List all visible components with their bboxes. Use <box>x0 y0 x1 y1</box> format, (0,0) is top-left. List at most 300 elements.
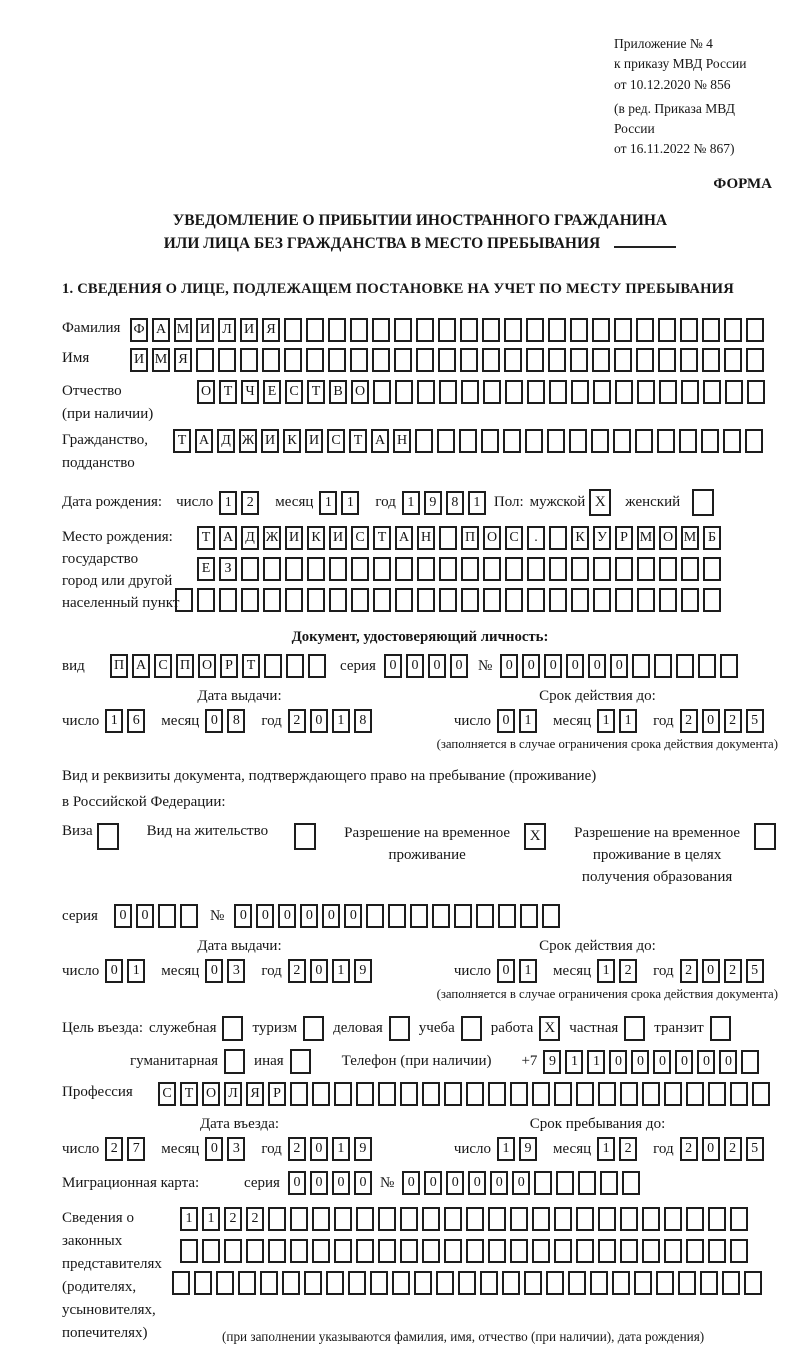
char-cell[interactable] <box>703 588 721 612</box>
char-cell[interactable] <box>350 348 368 372</box>
char-cell[interactable]: 0 <box>322 904 340 928</box>
char-cell[interactable]: 1 <box>332 709 350 733</box>
char-cell[interactable] <box>510 1207 528 1231</box>
char-cell[interactable]: 2 <box>724 959 742 983</box>
char-cell[interactable] <box>593 380 611 404</box>
char-cell[interactable] <box>615 588 633 612</box>
char-cell[interactable]: 0 <box>702 959 720 983</box>
char-cell[interactable] <box>438 348 456 372</box>
char-cell[interactable]: 2 <box>288 709 306 733</box>
char-cell[interactable] <box>679 429 697 453</box>
char-cell[interactable]: 0 <box>344 904 362 928</box>
char-cell[interactable]: И <box>196 318 214 342</box>
char-cell[interactable] <box>724 318 742 342</box>
char-cell[interactable] <box>488 1082 506 1106</box>
char-cell[interactable]: 2 <box>680 1137 698 1161</box>
char-cell[interactable] <box>747 380 765 404</box>
char-cell[interactable] <box>416 348 434 372</box>
char-cell[interactable]: Ж <box>239 429 257 453</box>
char-cell[interactable] <box>634 1271 652 1295</box>
char-cell[interactable] <box>686 1239 704 1263</box>
char-cell[interactable] <box>658 348 676 372</box>
char-cell[interactable] <box>307 557 325 581</box>
gender-male-checkbox[interactable]: X <box>589 489 611 516</box>
char-cell[interactable] <box>520 904 538 928</box>
char-cell[interactable]: А <box>132 654 150 678</box>
char-cell[interactable]: И <box>285 526 303 550</box>
char-cell[interactable]: 0 <box>288 1171 306 1195</box>
char-cell[interactable] <box>482 348 500 372</box>
char-cell[interactable] <box>620 1239 638 1263</box>
char-cell[interactable] <box>615 380 633 404</box>
char-cell[interactable]: 0 <box>500 654 518 678</box>
char-cell[interactable]: Е <box>197 557 215 581</box>
char-cell[interactable] <box>373 557 391 581</box>
char-cell[interactable] <box>197 588 215 612</box>
char-cell[interactable] <box>373 588 391 612</box>
char-cell[interactable]: 2 <box>105 1137 123 1161</box>
char-cell[interactable] <box>570 318 588 342</box>
char-cell[interactable] <box>532 1239 550 1263</box>
char-cell[interactable]: Т <box>180 1082 198 1106</box>
char-cell[interactable] <box>504 318 522 342</box>
char-cell[interactable]: 1 <box>105 709 123 733</box>
char-cell[interactable]: А <box>219 526 237 550</box>
char-cell[interactable] <box>400 1207 418 1231</box>
char-cell[interactable]: 0 <box>384 654 402 678</box>
char-cell[interactable] <box>527 557 545 581</box>
char-cell[interactable]: Р <box>615 526 633 550</box>
char-cell[interactable] <box>548 348 566 372</box>
char-cell[interactable]: 0 <box>234 904 252 928</box>
char-cell[interactable]: 9 <box>519 1137 537 1161</box>
char-cell[interactable] <box>216 1271 234 1295</box>
char-cell[interactable]: О <box>202 1082 220 1106</box>
char-cell[interactable]: М <box>174 318 192 342</box>
char-cell[interactable] <box>240 348 258 372</box>
char-cell[interactable] <box>592 348 610 372</box>
char-cell[interactable]: Н <box>417 526 435 550</box>
char-cell[interactable] <box>460 348 478 372</box>
char-cell[interactable]: 0 <box>609 1050 627 1074</box>
char-cell[interactable]: Д <box>241 526 259 550</box>
char-cell[interactable]: С <box>327 429 345 453</box>
char-cell[interactable]: 0 <box>205 1137 223 1161</box>
char-cell[interactable] <box>700 1271 718 1295</box>
char-cell[interactable] <box>351 557 369 581</box>
char-cell[interactable] <box>370 1271 388 1295</box>
char-cell[interactable]: Н <box>393 429 411 453</box>
char-cell[interactable] <box>527 588 545 612</box>
char-cell[interactable]: М <box>681 526 699 550</box>
char-cell[interactable]: 0 <box>354 1171 372 1195</box>
char-cell[interactable]: С <box>154 654 172 678</box>
residence-permit-checkbox[interactable] <box>294 823 316 850</box>
char-cell[interactable] <box>334 1207 352 1231</box>
char-cell[interactable] <box>681 588 699 612</box>
char-cell[interactable]: О <box>351 380 369 404</box>
char-cell[interactable]: 0 <box>310 1137 328 1161</box>
char-cell[interactable] <box>350 318 368 342</box>
char-cell[interactable]: 0 <box>310 1171 328 1195</box>
char-cell[interactable] <box>525 429 543 453</box>
char-cell[interactable] <box>658 318 676 342</box>
char-cell[interactable] <box>502 1271 520 1295</box>
char-cell[interactable]: Т <box>197 526 215 550</box>
char-cell[interactable] <box>548 318 566 342</box>
char-cell[interactable]: 0 <box>522 654 540 678</box>
char-cell[interactable] <box>328 348 346 372</box>
char-cell[interactable]: 0 <box>675 1050 693 1074</box>
char-cell[interactable] <box>372 318 390 342</box>
char-cell[interactable] <box>461 380 479 404</box>
char-cell[interactable] <box>263 557 281 581</box>
char-cell[interactable] <box>620 1082 638 1106</box>
char-cell[interactable] <box>576 1207 594 1231</box>
char-cell[interactable] <box>290 1207 308 1231</box>
char-cell[interactable]: К <box>307 526 325 550</box>
char-cell[interactable] <box>415 429 433 453</box>
char-cell[interactable] <box>395 557 413 581</box>
char-cell[interactable]: 3 <box>227 959 245 983</box>
char-cell[interactable] <box>444 1239 462 1263</box>
char-cell[interactable]: О <box>483 526 501 550</box>
char-cell[interactable] <box>444 1082 462 1106</box>
char-cell[interactable]: 2 <box>246 1207 264 1231</box>
char-cell[interactable]: 1 <box>341 491 359 515</box>
char-cell[interactable] <box>454 904 472 928</box>
char-cell[interactable]: В <box>329 380 347 404</box>
char-cell[interactable] <box>394 318 412 342</box>
char-cell[interactable]: 2 <box>224 1207 242 1231</box>
char-cell[interactable] <box>482 318 500 342</box>
char-cell[interactable] <box>680 318 698 342</box>
char-cell[interactable] <box>356 1082 374 1106</box>
char-cell[interactable] <box>527 380 545 404</box>
char-cell[interactable]: 5 <box>746 1137 764 1161</box>
char-cell[interactable]: 2 <box>619 1137 637 1161</box>
char-cell[interactable]: Р <box>220 654 238 678</box>
char-cell[interactable] <box>422 1239 440 1263</box>
char-cell[interactable] <box>356 1207 374 1231</box>
char-cell[interactable] <box>725 380 743 404</box>
char-cell[interactable] <box>356 1239 374 1263</box>
char-cell[interactable] <box>591 429 609 453</box>
char-cell[interactable]: 0 <box>512 1171 530 1195</box>
purpose-private-checkbox[interactable] <box>624 1016 645 1041</box>
char-cell[interactable]: С <box>285 380 303 404</box>
char-cell[interactable]: К <box>283 429 301 453</box>
char-cell[interactable] <box>503 429 521 453</box>
char-cell[interactable] <box>744 1271 762 1295</box>
char-cell[interactable] <box>676 654 694 678</box>
purpose-other-checkbox[interactable] <box>290 1049 311 1074</box>
char-cell[interactable] <box>746 318 764 342</box>
char-cell[interactable] <box>571 380 589 404</box>
char-cell[interactable]: 8 <box>227 709 245 733</box>
char-cell[interactable]: Я <box>246 1082 264 1106</box>
char-cell[interactable] <box>598 1207 616 1231</box>
char-cell[interactable] <box>158 904 176 928</box>
char-cell[interactable] <box>590 1271 608 1295</box>
char-cell[interactable]: 2 <box>680 709 698 733</box>
char-cell[interactable] <box>637 380 655 404</box>
char-cell[interactable] <box>264 654 282 678</box>
visa-checkbox[interactable] <box>97 823 119 850</box>
char-cell[interactable] <box>175 588 193 612</box>
char-cell[interactable] <box>571 588 589 612</box>
char-cell[interactable] <box>622 1171 640 1195</box>
char-cell[interactable]: 0 <box>588 654 606 678</box>
char-cell[interactable] <box>312 1207 330 1231</box>
char-cell[interactable] <box>637 557 655 581</box>
char-cell[interactable]: Т <box>307 380 325 404</box>
char-cell[interactable] <box>554 1207 572 1231</box>
char-cell[interactable] <box>395 588 413 612</box>
char-cell[interactable]: 0 <box>256 904 274 928</box>
char-cell[interactable] <box>290 1239 308 1263</box>
char-cell[interactable]: Т <box>373 526 391 550</box>
char-cell[interactable]: 1 <box>219 491 237 515</box>
char-cell[interactable] <box>268 1207 286 1231</box>
char-cell[interactable] <box>328 318 346 342</box>
char-cell[interactable] <box>286 654 304 678</box>
char-cell[interactable]: 0 <box>300 904 318 928</box>
char-cell[interactable] <box>659 380 677 404</box>
char-cell[interactable] <box>686 1082 704 1106</box>
char-cell[interactable] <box>202 1239 220 1263</box>
char-cell[interactable] <box>702 348 720 372</box>
char-cell[interactable]: 1 <box>180 1207 198 1231</box>
char-cell[interactable] <box>417 557 435 581</box>
char-cell[interactable] <box>547 429 565 453</box>
char-cell[interactable] <box>593 557 611 581</box>
char-cell[interactable]: 0 <box>428 654 446 678</box>
char-cell[interactable]: 1 <box>597 959 615 983</box>
char-cell[interactable] <box>571 557 589 581</box>
char-cell[interactable] <box>656 1271 674 1295</box>
char-cell[interactable] <box>439 588 457 612</box>
char-cell[interactable] <box>395 380 413 404</box>
char-cell[interactable] <box>308 654 326 678</box>
char-cell[interactable] <box>459 429 477 453</box>
char-cell[interactable] <box>576 1082 594 1106</box>
char-cell[interactable]: Л <box>218 318 236 342</box>
char-cell[interactable] <box>724 348 742 372</box>
char-cell[interactable]: У <box>593 526 611 550</box>
char-cell[interactable]: 0 <box>697 1050 715 1074</box>
char-cell[interactable] <box>334 1082 352 1106</box>
char-cell[interactable] <box>620 1207 638 1231</box>
char-cell[interactable] <box>326 1271 344 1295</box>
char-cell[interactable] <box>488 1239 506 1263</box>
char-cell[interactable]: З <box>219 557 237 581</box>
char-cell[interactable] <box>730 1207 748 1231</box>
char-cell[interactable] <box>483 588 501 612</box>
char-cell[interactable] <box>741 1050 759 1074</box>
char-cell[interactable] <box>400 1239 418 1263</box>
char-cell[interactable] <box>524 1271 542 1295</box>
char-cell[interactable] <box>534 1171 552 1195</box>
char-cell[interactable] <box>417 380 435 404</box>
char-cell[interactable]: . <box>527 526 545 550</box>
char-cell[interactable]: 0 <box>450 654 468 678</box>
char-cell[interactable]: Т <box>219 380 237 404</box>
char-cell[interactable] <box>504 348 522 372</box>
char-cell[interactable] <box>284 348 302 372</box>
char-cell[interactable]: Д <box>217 429 235 453</box>
char-cell[interactable] <box>510 1082 528 1106</box>
char-cell[interactable]: Ф <box>130 318 148 342</box>
char-cell[interactable] <box>180 1239 198 1263</box>
char-cell[interactable] <box>576 1239 594 1263</box>
char-cell[interactable] <box>410 904 428 928</box>
char-cell[interactable]: Б <box>703 526 721 550</box>
char-cell[interactable] <box>373 380 391 404</box>
char-cell[interactable]: А <box>195 429 213 453</box>
char-cell[interactable] <box>476 904 494 928</box>
char-cell[interactable] <box>569 429 587 453</box>
char-cell[interactable]: П <box>110 654 128 678</box>
char-cell[interactable] <box>600 1171 618 1195</box>
char-cell[interactable]: И <box>130 348 148 372</box>
char-cell[interactable] <box>285 557 303 581</box>
char-cell[interactable] <box>282 1271 300 1295</box>
gender-female-checkbox[interactable] <box>692 489 714 516</box>
purpose-business-checkbox[interactable] <box>222 1016 243 1041</box>
char-cell[interactable]: 6 <box>127 709 145 733</box>
char-cell[interactable]: О <box>659 526 677 550</box>
char-cell[interactable]: 0 <box>424 1171 442 1195</box>
char-cell[interactable] <box>549 526 567 550</box>
char-cell[interactable] <box>505 588 523 612</box>
char-cell[interactable] <box>570 348 588 372</box>
char-cell[interactable] <box>678 1271 696 1295</box>
char-cell[interactable]: А <box>152 318 170 342</box>
char-cell[interactable] <box>723 429 741 453</box>
char-cell[interactable] <box>437 429 455 453</box>
char-cell[interactable] <box>260 1271 278 1295</box>
char-cell[interactable] <box>416 318 434 342</box>
char-cell[interactable] <box>238 1271 256 1295</box>
char-cell[interactable]: П <box>461 526 479 550</box>
char-cell[interactable] <box>730 1082 748 1106</box>
char-cell[interactable]: 1 <box>497 1137 515 1161</box>
temp-residence-education-checkbox[interactable] <box>754 823 776 850</box>
char-cell[interactable]: 2 <box>680 959 698 983</box>
char-cell[interactable] <box>568 1271 586 1295</box>
char-cell[interactable] <box>458 1271 476 1295</box>
char-cell[interactable]: С <box>158 1082 176 1106</box>
char-cell[interactable]: И <box>329 526 347 550</box>
char-cell[interactable] <box>378 1082 396 1106</box>
char-cell[interactable]: 9 <box>543 1050 561 1074</box>
char-cell[interactable] <box>702 318 720 342</box>
temp-residence-checkbox[interactable]: X <box>524 823 546 850</box>
char-cell[interactable] <box>241 557 259 581</box>
char-cell[interactable] <box>483 557 501 581</box>
char-cell[interactable] <box>526 348 544 372</box>
char-cell[interactable]: 1 <box>597 709 615 733</box>
char-cell[interactable]: 1 <box>519 959 537 983</box>
char-cell[interactable] <box>708 1082 726 1106</box>
char-cell[interactable]: 1 <box>468 491 486 515</box>
char-cell[interactable] <box>592 318 610 342</box>
char-cell[interactable] <box>480 1271 498 1295</box>
char-cell[interactable] <box>483 380 501 404</box>
char-cell[interactable]: 0 <box>702 709 720 733</box>
char-cell[interactable] <box>636 348 654 372</box>
char-cell[interactable] <box>378 1239 396 1263</box>
char-cell[interactable]: 1 <box>519 709 537 733</box>
char-cell[interactable] <box>752 1082 770 1106</box>
char-cell[interactable]: О <box>197 380 215 404</box>
char-cell[interactable]: 0 <box>205 709 223 733</box>
char-cell[interactable] <box>219 588 237 612</box>
char-cell[interactable] <box>241 588 259 612</box>
char-cell[interactable]: 2 <box>724 709 742 733</box>
char-cell[interactable] <box>636 318 654 342</box>
char-cell[interactable]: 1 <box>202 1207 220 1231</box>
char-cell[interactable] <box>366 904 384 928</box>
char-cell[interactable]: 1 <box>565 1050 583 1074</box>
char-cell[interactable] <box>722 1271 740 1295</box>
char-cell[interactable]: 2 <box>724 1137 742 1161</box>
char-cell[interactable] <box>542 904 560 928</box>
char-cell[interactable] <box>642 1207 660 1231</box>
char-cell[interactable] <box>632 654 650 678</box>
char-cell[interactable] <box>698 654 716 678</box>
char-cell[interactable] <box>262 348 280 372</box>
char-cell[interactable] <box>392 1271 410 1295</box>
char-cell[interactable]: Т <box>173 429 191 453</box>
char-cell[interactable] <box>290 1082 308 1106</box>
char-cell[interactable] <box>598 1082 616 1106</box>
char-cell[interactable]: Ж <box>263 526 281 550</box>
char-cell[interactable] <box>422 1207 440 1231</box>
char-cell[interactable]: Ч <box>241 380 259 404</box>
char-cell[interactable] <box>196 348 214 372</box>
char-cell[interactable] <box>720 654 738 678</box>
char-cell[interactable] <box>598 1239 616 1263</box>
char-cell[interactable]: 0 <box>310 709 328 733</box>
char-cell[interactable] <box>635 429 653 453</box>
char-cell[interactable]: 0 <box>136 904 154 928</box>
char-cell[interactable] <box>432 904 450 928</box>
char-cell[interactable] <box>703 557 721 581</box>
char-cell[interactable] <box>439 526 457 550</box>
purpose-commercial-checkbox[interactable] <box>389 1016 410 1041</box>
char-cell[interactable] <box>681 380 699 404</box>
char-cell[interactable] <box>556 1171 574 1195</box>
char-cell[interactable]: П <box>176 654 194 678</box>
char-cell[interactable]: 0 <box>278 904 296 928</box>
char-cell[interactable]: 0 <box>468 1171 486 1195</box>
char-cell[interactable]: И <box>261 429 279 453</box>
char-cell[interactable]: 9 <box>354 959 372 983</box>
char-cell[interactable] <box>400 1082 418 1106</box>
char-cell[interactable]: 1 <box>587 1050 605 1074</box>
char-cell[interactable] <box>708 1207 726 1231</box>
char-cell[interactable] <box>329 557 347 581</box>
char-cell[interactable] <box>730 1239 748 1263</box>
char-cell[interactable] <box>378 1207 396 1231</box>
char-cell[interactable] <box>526 318 544 342</box>
char-cell[interactable] <box>180 904 198 928</box>
char-cell[interactable]: О <box>198 654 216 678</box>
char-cell[interactable]: 0 <box>719 1050 737 1074</box>
char-cell[interactable] <box>306 348 324 372</box>
